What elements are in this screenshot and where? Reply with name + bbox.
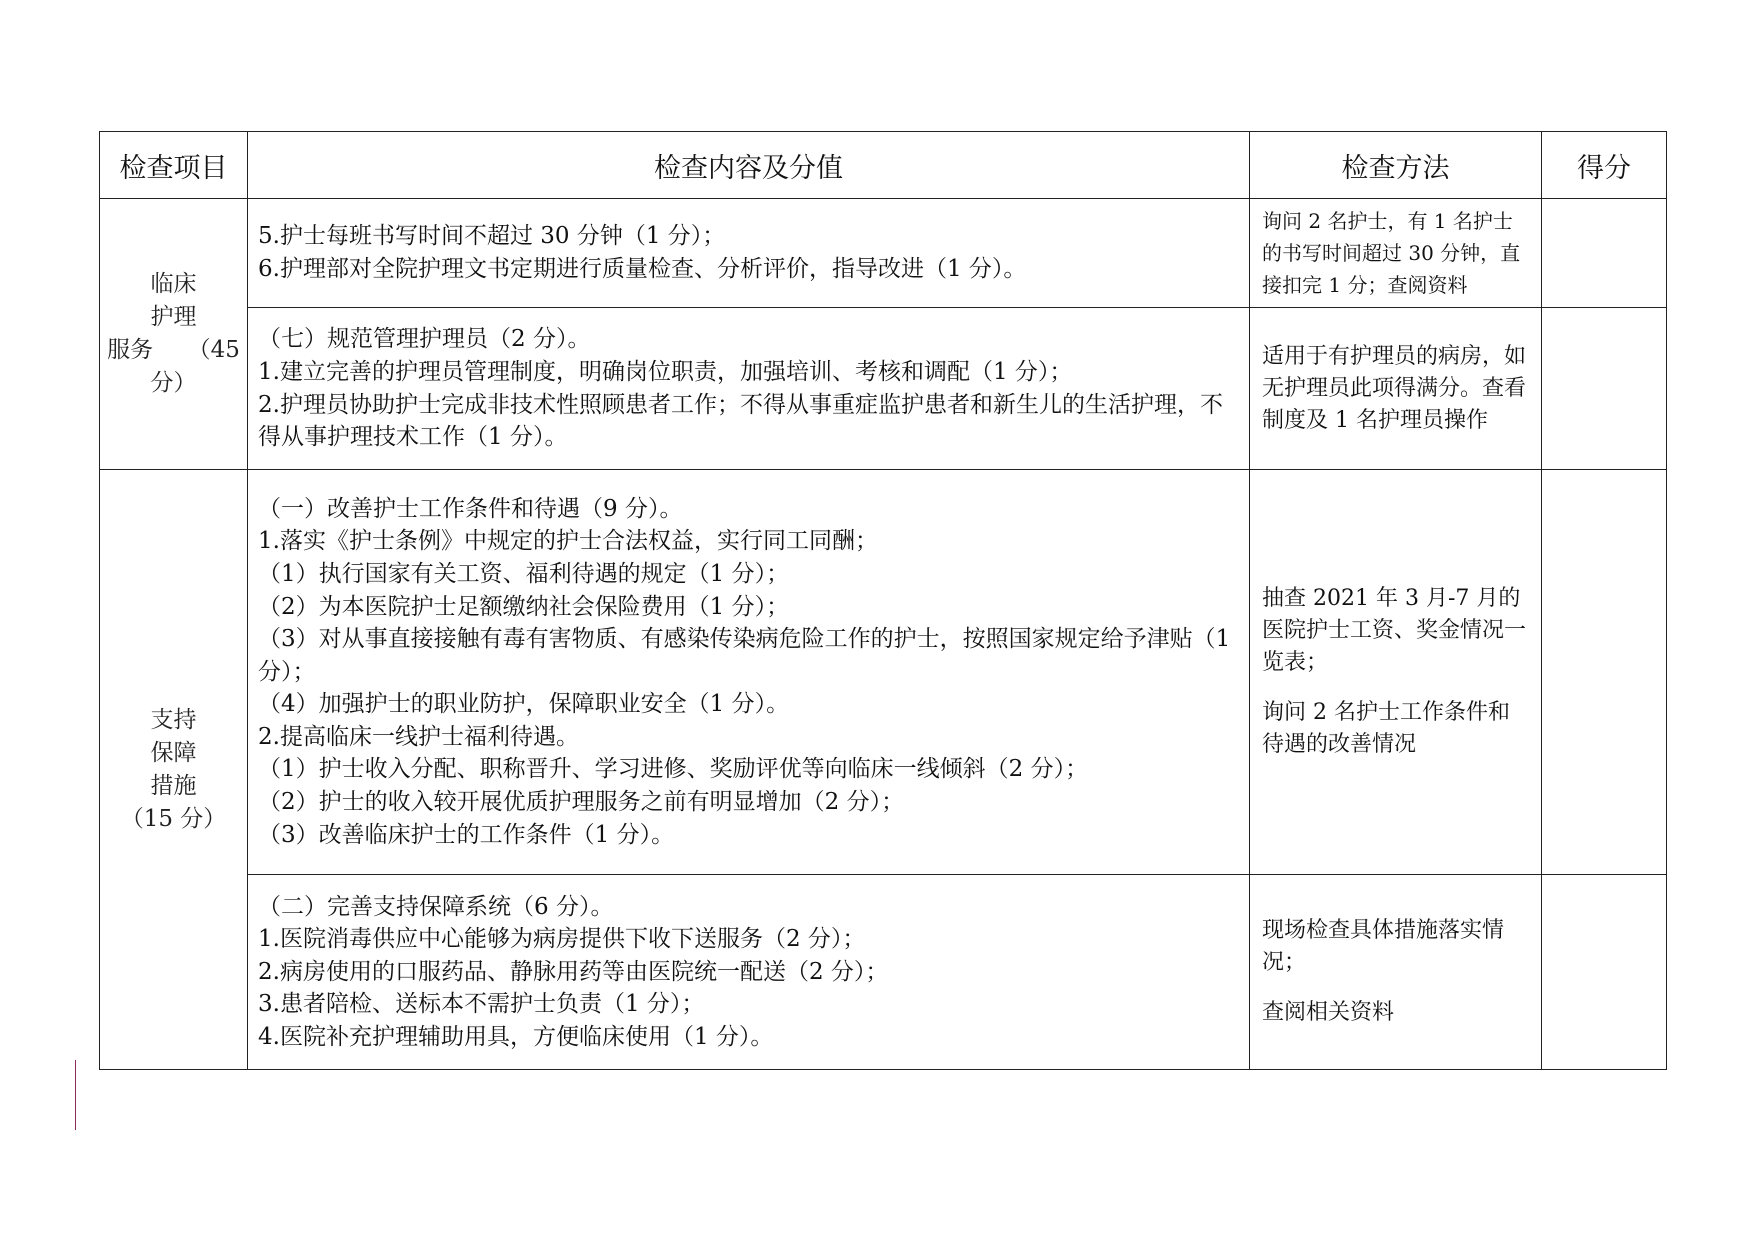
content-line: 1.医院消毒供应中心能够为病房提供下收下送服务（2 分）； — [258, 926, 866, 953]
table-row — [100, 308, 1667, 470]
table-row — [100, 875, 1667, 1070]
category-line: 措施 — [150, 772, 197, 799]
header-score: 得分 — [1542, 132, 1667, 199]
content-line: 4.医院补充护理辅助用具，方便临床使用（1 分）。 — [258, 1023, 774, 1050]
category-line: 服务 （45 — [107, 337, 240, 363]
content-line: （二）完善支持保障系统（6 分）。 — [258, 893, 614, 920]
inspection-table — [99, 131, 1667, 1070]
content-cell — [248, 875, 1250, 1070]
content-line: 1.落实《护士条例》中规定的护士合法权益，实行同工同酬； — [258, 528, 878, 555]
content-line: （2）为本医院护士足额缴纳社会保险费用（1 分）； — [258, 593, 790, 620]
content-line: 3.患者陪检、送标本不需护士负责（1 分）； — [258, 991, 705, 1018]
category-line: （15 分） — [120, 805, 227, 832]
method-text: 询问 2 名护士工作条件和待遇的改善情况 — [1262, 700, 1510, 757]
method-cell — [1250, 875, 1542, 1070]
header-method: 检查方法 — [1250, 132, 1542, 199]
method-text: 查阅相关资料 — [1262, 1000, 1395, 1025]
header-content: 检查内容及分值 — [248, 132, 1250, 199]
content-cell — [248, 308, 1250, 470]
content-cell — [248, 199, 1250, 308]
category-cell-clinical — [100, 199, 248, 470]
content-line: （3）对从事直接接触有毒有害物质、有感染传染病危险工作的护士，按照国家规定给予津贴（1 分）； — [258, 626, 1231, 685]
method-cell — [1250, 308, 1542, 470]
header-item: 检查项目 — [100, 132, 248, 199]
category-cell-support — [100, 470, 248, 1070]
score-cell[interactable] — [1542, 470, 1667, 875]
content-line: 1.建立完善的护理员管理制度，明确岗位职责，加强培训、考核和调配（1 分）； — [258, 358, 1073, 385]
category-line: 保障 — [150, 739, 197, 766]
content-line: 5.护士每班书写时间不超过 30 分钟（1 分）； — [258, 223, 726, 250]
content-line: 2.提高临床一线护士福利待遇。 — [258, 723, 579, 750]
score-cell[interactable] — [1542, 875, 1667, 1070]
method-text: 抽查 2021 年 3 月-7 月的医院护士工资、奖金情况一览表； — [1262, 586, 1527, 675]
margin-line — [75, 1060, 76, 1130]
content-cell — [248, 470, 1250, 875]
score-cell[interactable] — [1542, 199, 1667, 308]
method-text: 现场检查具体措施落实情况； — [1262, 918, 1505, 975]
category-line: 临床 — [150, 271, 197, 297]
table-row — [100, 470, 1667, 875]
method-cell — [1250, 199, 1542, 308]
content-line: （4）加强护士的职业防护，保障职业安全（1 分）。 — [258, 691, 790, 718]
table-row — [100, 199, 1667, 308]
method-text: 适用于有护理员的病房，如无护理员此项得满分。查看制度及 1 名护理员操作 — [1262, 343, 1527, 433]
content-line: （2）护士的收入较开展优质护理服务之前有明显增加（2 分）； — [258, 789, 905, 816]
category-line: 分） — [150, 370, 197, 396]
method-cell — [1250, 470, 1542, 875]
content-line: 2.病房使用的口服药品、静脉用药等由医院统一配送（2 分）； — [258, 958, 889, 985]
score-cell[interactable] — [1542, 308, 1667, 470]
content-line: （1）护士收入分配、职称晋升、学习进修、奖励评优等向临床一线倾斜（2 分）； — [258, 756, 1089, 783]
header-row — [100, 132, 1667, 199]
content-line: （七）规范管理护理员（2 分）。 — [258, 326, 591, 353]
content-line: 6.护理部对全院护理文书定期进行质量检查、分析评价，指导改进（1 分）。 — [258, 256, 1027, 282]
method-text: 询问 2 名护士，有 1 名护士的书写时间超过 30 分钟，直接扣完 1 分；查阅资料 — [1262, 209, 1521, 297]
content-line: （3）改善临床护士的工作条件（1 分）。 — [258, 821, 675, 848]
content-line: 2.护理员协助护士完成非技术性照顾患者工作；不得从事重症监护患者和新生儿的生活护理，不得从事护理技术工作（1 分）。 — [258, 391, 1223, 451]
category-line: 护理 — [150, 304, 197, 330]
content-line: （一）改善护士工作条件和待遇（9 分）。 — [258, 495, 683, 522]
category-line: 支持 — [150, 706, 197, 733]
content-line: （1）执行国家有关工资、福利待遇的规定（1 分）； — [258, 560, 790, 587]
